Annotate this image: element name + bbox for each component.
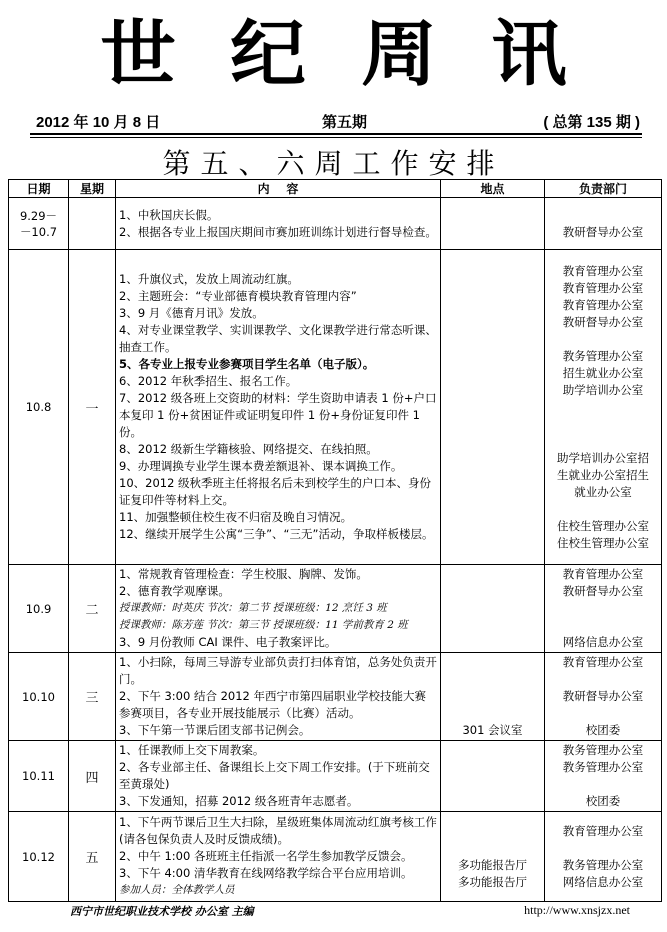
dept-line: 教育管理办公室	[562, 263, 644, 278]
content-line: 1、常规教育管理检查：学生校服、胸牌、发饰。	[119, 567, 368, 581]
header-rule-thin	[30, 137, 642, 138]
content-line: 授课教师：时英庆 节次：第二节 授课班级：12 烹饪 3 班	[119, 602, 387, 614]
row-dept	[545, 198, 662, 250]
row-content	[116, 565, 441, 653]
dept-line: 教研督导办公室	[562, 314, 644, 329]
masthead-char: 讯	[490, 11, 567, 96]
header-date: 日期	[9, 180, 69, 198]
dept-line: 住校生管理办公室	[557, 535, 649, 550]
content-line: 3、下午第一节课后团支部书记例会。	[119, 723, 311, 737]
row-day: 三	[69, 653, 116, 741]
dept-line: 教育管理办公室	[562, 280, 644, 295]
row-content	[116, 812, 441, 902]
row-date	[9, 741, 69, 812]
content-line: 3、9 月《德育月讯》发放。	[119, 306, 264, 320]
row-day: 四	[69, 741, 116, 812]
row-content	[116, 198, 441, 250]
row-day: 五	[69, 812, 116, 902]
dept-line: 教育管理办公室	[562, 655, 644, 669]
dept-line: 教务管理办公室	[562, 857, 644, 872]
location-spacer	[444, 840, 541, 857]
dept-spacer	[548, 705, 658, 722]
dept-spacer	[548, 776, 658, 793]
row-location	[441, 812, 545, 902]
dept-spacer	[548, 600, 658, 617]
content-line: 2、各专业部主任、备课组长上交下周工作安排。(于下班前交至黄璟处)	[119, 760, 430, 791]
issue-total: ( 总第 135 期 )	[543, 114, 640, 131]
header-day: 星期	[69, 180, 116, 198]
content-line: 7、2012 级各班上交资助的材料：学生资助申请表 1 份+户口本复印 1 份+贫困证件或证明复印件 1 份+身份证复印件 1 份。	[119, 391, 437, 439]
footer	[70, 903, 630, 921]
dept-line: 教育管理办公室	[562, 823, 644, 838]
dept-spacer	[548, 840, 658, 857]
row-dept	[545, 741, 662, 812]
row-day: 一	[69, 250, 116, 565]
dept-line: 教研督导办公室	[562, 689, 644, 703]
row-content	[116, 653, 441, 741]
date-line: 9.29－	[19, 208, 58, 223]
content-line: 11、加强整顿住校生夜不归宿及晚自习情况。	[119, 510, 353, 524]
table-header-row	[9, 180, 662, 198]
issue-number: 第五期	[322, 114, 368, 131]
content-line: 1、下午两节课后卫生大扫除，星级班集体周流动红旗考核工作 (请各包保负责人及时反馈成绩)。	[119, 815, 437, 846]
dept-line: 住校生管理办公室	[557, 518, 649, 533]
content-line: 9、办理调换专业学生课本费差额退补、课本调换工作。	[119, 459, 403, 473]
row-location	[441, 250, 545, 565]
dept-line: 就业办公室	[574, 484, 632, 499]
row-dept	[545, 653, 662, 741]
dept-line: 助学培训办公室招	[557, 450, 649, 465]
content-line: 3、下午 4:00 清华教育在线网络教学综合平台应用培训。	[119, 866, 413, 880]
dept-line: 助学培训办公室	[562, 382, 644, 397]
table-row	[9, 812, 662, 902]
row-date	[9, 653, 69, 741]
dept-line: 网络信息办公室	[562, 635, 644, 649]
row-date	[9, 198, 69, 250]
table-row	[9, 653, 662, 741]
content-line: 2、根据各专业上报国庆期间市赛加班训练计划进行督导检查。	[119, 224, 437, 239]
content-line: 2、中午 1:00 各班班主任指派一名学生参加教学反馈会。	[119, 849, 413, 863]
content-line: 2、德育教学观摩课。	[119, 584, 230, 598]
dept-spacer	[548, 331, 658, 348]
row-content	[116, 741, 441, 812]
dept-spacer	[548, 501, 658, 518]
dept-spacer	[548, 617, 658, 634]
content-line: 12、继续开展学生公寓“三争”、“三无”活动，争取样板楼层。	[119, 527, 434, 541]
masthead-char: 周	[360, 11, 437, 96]
row-dept	[545, 812, 662, 902]
dept-spacer	[548, 433, 658, 450]
header-dept: 负责部门	[545, 180, 662, 198]
location-spacer	[444, 823, 541, 840]
content-line: 2、主题班会：“专业部德育模块教育管理内容”	[119, 289, 357, 303]
dept-line: 校团委	[585, 794, 621, 808]
dept-line: 教育管理办公室	[562, 567, 644, 581]
date-line: 10.10	[22, 689, 55, 704]
location-line: 多功能报告厅	[458, 857, 527, 872]
issue-date: 2012 年 10 月 8 日	[36, 114, 161, 131]
masthead-char: 世	[100, 11, 177, 96]
footer-school: 西宁市世纪职业技术学校 办公室 主编	[70, 905, 254, 918]
content-line: 2、下午 3:00 结合 2012 年西宁市第四届职业学校技能大赛参赛项目，各专业开展技能展示（比赛）活动。	[119, 689, 427, 720]
dept-spacer	[548, 671, 658, 688]
content-line: 3、9 月份教师 CAI 课件、电子教案评比。	[119, 635, 337, 649]
content-line: 参加人员：全体教学人员	[119, 884, 235, 896]
content-line: 1、中秋国庆长假。	[119, 207, 219, 222]
content-line: 1、小扫除，每周三导游专业部负责打扫体育馆，总务处负责开门。	[119, 655, 437, 686]
row-dept	[545, 565, 662, 653]
row-date	[9, 250, 69, 565]
content-line: 4、对专业课堂教学、实训课教学、文化课教学进行常态听课、抽查工作。	[119, 323, 437, 354]
dept-spacer	[548, 207, 658, 224]
row-date	[9, 565, 69, 653]
row-date	[9, 812, 69, 902]
table-row	[9, 250, 662, 565]
dept-spacer	[548, 416, 658, 433]
header-content: 内 容	[116, 180, 441, 198]
dept-line: 生就业办公室招生	[557, 467, 649, 482]
content-line: 5、各专业上报专业参赛项目学生名单（电子版）。	[119, 357, 375, 371]
row-location	[441, 565, 545, 653]
content-line: 1、升旗仪式，发放上周流动红旗。	[119, 272, 299, 286]
header-location: 地点	[441, 180, 545, 198]
row-dept	[545, 250, 662, 565]
content-line: 授课教师：陈芳莲 节次：第三节 授课班级：11 学前教育 2 班	[119, 619, 408, 631]
table-row	[9, 565, 662, 653]
content-line: 10、2012 级秋季班主任将报名后未到校学生的户口本、身份证复印件等材料上交。	[119, 476, 432, 507]
content-line: 8、2012 级新生学籍核验、网络提交、在线拍照。	[119, 442, 378, 456]
date-line: 10.9	[25, 601, 52, 616]
content-line: 3、下发通知，招募 2012 级各班青年志愿者。	[119, 794, 359, 808]
dept-line: 网络信息办公室	[562, 874, 644, 889]
date-line: 10.12	[22, 849, 55, 864]
table-row	[9, 741, 662, 812]
page-subtitle: 第五、六周工作安排	[162, 147, 505, 180]
masthead-char: 纪	[230, 11, 307, 96]
location-line: 301 会议室	[462, 723, 523, 737]
dept-line: 教务管理办公室	[562, 743, 644, 757]
footer-url[interactable]: http://www.xnsjzx.net	[524, 903, 630, 917]
row-day	[69, 198, 116, 250]
issue-line	[30, 111, 642, 133]
dept-line: 教育管理办公室	[562, 297, 644, 312]
row-location	[441, 741, 545, 812]
date-line: 10.11	[22, 769, 55, 783]
dept-spacer	[548, 399, 658, 416]
table-row	[9, 198, 662, 250]
date-line: 10.8	[25, 400, 52, 414]
location-line: 多功能报告厅	[458, 874, 527, 889]
row-location	[441, 198, 545, 250]
content-line: 1、任课教师上交下周教案。	[119, 743, 265, 757]
dept-line: 教研督导办公室	[562, 584, 644, 598]
dept-line: 校团委	[585, 723, 621, 737]
dept-line: 教研督导办公室	[562, 224, 644, 239]
row-content	[116, 250, 441, 565]
row-day: 二	[69, 565, 116, 653]
row-location	[441, 653, 545, 741]
schedule-table	[8, 179, 662, 902]
dept-line: 教务管理办公室	[562, 760, 644, 774]
header-rule-thick	[30, 133, 642, 135]
masthead-title	[0, 8, 667, 100]
date-line: －10.7	[19, 224, 58, 239]
dept-line: 教务管理办公室	[562, 348, 644, 363]
content-line: 6、2012 年秋季招生、报名工作。	[119, 374, 298, 388]
dept-line: 招生就业办公室	[562, 365, 644, 380]
